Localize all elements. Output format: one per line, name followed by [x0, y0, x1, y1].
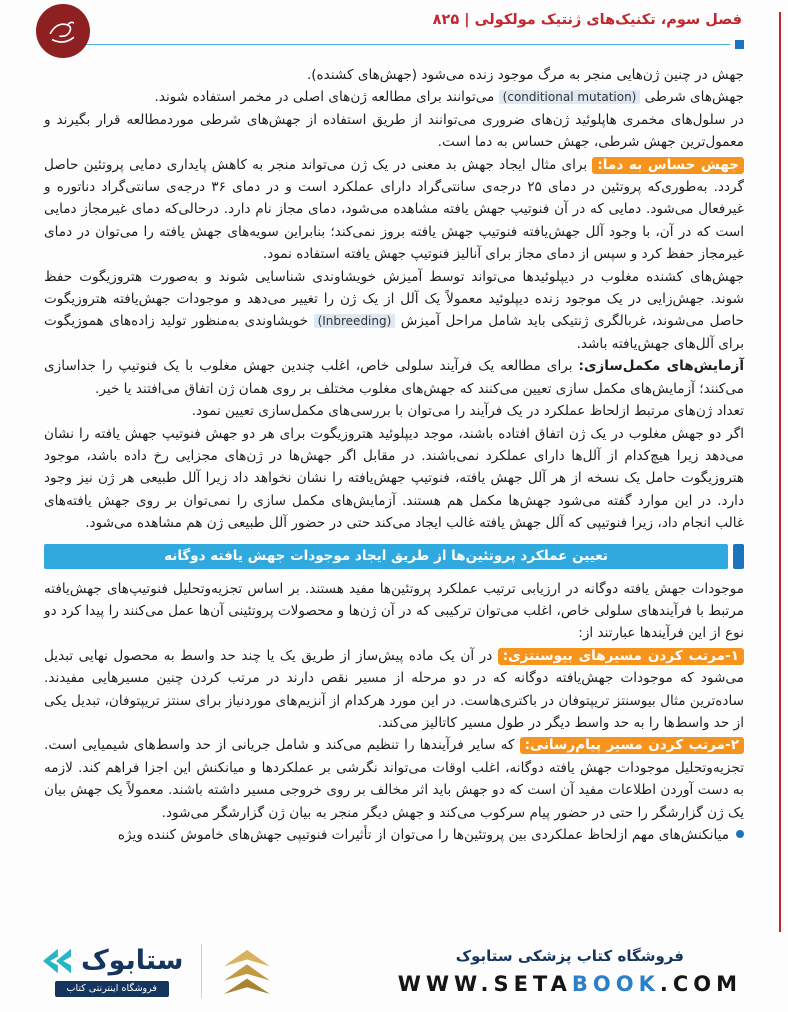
body-text: تعداد ژن‌های مرتبط ازلحاظ عملکرد در یک فرآیند را می‌توان با بررسی‌های مکمل‌سازی تعیین نمود. — [191, 403, 744, 420]
paragraph-complementation-detail — [44, 423, 744, 535]
paragraph-biosynthetic-pathways — [44, 645, 744, 735]
body-text: موجودات جهش یافته دوگانه در ارزیابی ترتیب عملکرد پروتئین‌ها مفید هستند. بر اساس تجزیه‌وتحلیل فنوتیپ‌های جهش‌یافته مرتبط با فرآیندهای سلولی خاص، اغلب می‌توان ترکیبی که در آن ژن‌ها و محصولات پروتئینی آن‌ها عمل می‌کنند را پیدا کرد دو نوع از این فرآیندها عبارتند از: — [44, 580, 744, 642]
english-term-highlight: (conditional mutation) — [499, 90, 641, 104]
inline-heading-highlight: جهش حساس به دما: — [592, 157, 744, 174]
url-left: WWW.SETA — [397, 971, 572, 996]
body-text: برای مطالعه یک فرآیند سلولی خاص، اغلب چندین جهش مغلوب با یک فنوتیپ را جداسازی می‌کنند؛ آزمایش‌های مکمل سازی تعیین می‌کنند که جهش‌های مغلوب مختلف بر روی همان ژن اتفاق می‌افتند یا خیر. — [44, 358, 744, 397]
body-text: اگر دو جهش مغلوب در یک ژن اتفاق افتاده باشند، موجد دیپلوئید هتروزیگوت برای هر دو جهش فنوتیپ جهش یافته را نشان می‌دهد زیرا هیچ‌کدام از آلل‌ها دارای عملکرد نمی‌باشند. در مقابل اگر جهش‌ها در ژن‌های مجزایی رخ داده باشد، موجود هتروزیگوت حامل یک نسخه از هر آلل جهش یافته، فنوتیپ جهش‌یافته را نشان نخواهد داد زیرا آلل طبیعی هر ژن نیز وجود دارد. در این موارد گفته می‌شود جهش‌ها مکمل هم هستند. آزمایش‌های مکمل سازی را نمی‌توان بر روی جهش یافته‌های غالب انجام داد، زیرا فنوتیپی که آلل جهش یافته غالب ایجاد می‌کند حتی در حضور آلل طبیعی ژن هم مشاهده می‌شود. — [44, 425, 744, 532]
section-heading — [44, 544, 728, 569]
publisher-seal-icon — [43, 11, 83, 51]
brand-name: ستابوک — [81, 944, 184, 976]
bullet-dot-icon — [736, 830, 744, 838]
body-text: در آن یک ماده پیش‌ساز از طریق یک یا چند حد واسط به محصول نهایی تبدیل می‌شود که موجودات جهش‌یافته دوگانه که در دو مرحله از مسیر نقص دارند در مرتب کردن چنین مسیرهایی مفیدند. ساده‌ترین مثال بیوسنتز تریپتوفان در باکتری‌هاست. در این مورد هرکدام از آنزیم‌های موردنیاز برای سنتز تریپتوفان، تبدیل یکی از حد واسط‌ها را به حد واسط دیگر در طول مسیر کاتالیز می‌کند. — [44, 647, 744, 731]
body-text: در سلول‌های مخمری هاپلوئید ژن‌های ضروری می‌توانند از طریق استفاده از جهش‌های شرطی موردمطالعه قرار بگیرند و معمول‌ترین جهش شرطی، جهش حساس به دما است. — [44, 111, 744, 151]
store-info-block — [398, 947, 742, 996]
url-right: .COM — [659, 971, 742, 996]
page-header — [0, 0, 788, 58]
page-footer — [40, 944, 742, 998]
paragraph-signaling-pathways — [44, 734, 744, 824]
brand-tagline: فروشگاه اینترنتی کتاب — [55, 981, 169, 997]
paragraph-haploid-yeast — [44, 109, 744, 154]
body-text: جهش در چنین ژن‌هایی منجر به مرگ موجود زنده می‌شود (جهش‌های کشنده). — [306, 67, 744, 83]
footer-divider — [201, 944, 202, 998]
paragraph-temperature-sensitive — [44, 154, 744, 266]
website-url — [398, 972, 742, 996]
banner-accent-tab — [733, 544, 744, 569]
inline-heading-highlight: ۲-مرتب کردن مسیر پیام‌رسانی: — [520, 737, 744, 754]
body-text: میانکنش‌های مهم ازلحاظ عملکردی بین پروتئین‌ها را می‌توان از تأثیرات فنوتیپی جهش‌های خاموش کننده ویژه — [117, 827, 729, 843]
body-text: که سایر فرآیندها را تنظیم می‌کند و شامل جریانی از حد واسط‌های شیمیایی است. تجزیه‌وتحلیل موجودات جهش یافته دوگانه، اغلب اوقات می‌تواند نگرشی بر عملکردها و میانکنش این اجزا فراهم کند. لازمه به دست آوردن اطلاعات مفید آن است که دو جهش باید اثر مخالف بر روی خروجی مسیر داشته باشند. معمولاً یک جهش بیان یک ژن گزارشگر را حتی در حضور پیام سرکوب می‌کند و جهش دیگر منجر به بیان ژن گزارشگر می‌شود. — [44, 737, 744, 821]
inline-heading-bold: آزمایش‌های مکمل‌سازی: — [578, 358, 745, 375]
page-body — [0, 58, 788, 934]
body-text: خویشاوندی به‌منظور تولید زاده‌های هموزیگوت برای آلل‌های جهش‌یافته باشد. — [44, 313, 744, 352]
body-text: می‌توانند برای مطالعه ژن‌های اصلی در مخمر استفاده شوند. — [154, 89, 499, 106]
page-edge-rule — [779, 12, 781, 932]
body-text: جهش‌های کشنده مغلوب در دیپلوئیدها می‌تواند توسط آمیزش خویشاوندی شناسایی شوند و به‌صورت هتروزیگوت حفظ شوند. جهش‌زایی در یک موجود زنده دیپلوئید معمولاً یک آلل از یک ژن را تغییر می‌دهد و موجودات جهش‌یافته هتروزیگوت حاصل می‌شوند، غربالگری ژنتیکی باید شامل مراحل آمیزش — [44, 268, 744, 330]
setabook-wordmark — [40, 946, 183, 976]
body-text: برای مثال ایجاد جهش بد معنی در یک ژن می‌تواند منجر به کاهش پایداری دمایی پروتئین حاصل گردد. به‌طوری‌که پروتئین در دمای ۲۵ درجه‌ی سانتی‌گراد دارای عملکرد است و در دمای ۳۶ درجه‌ی سانتی‌گراد دناتوره و غیرفعال می‌شود. دمایی که در آن فنوتیپ جهش یافته مشاهده می‌شود، دمای مجاز نام دارد. درحالی‌که دمای غیرمجاز دمایی است که در آن، با وجود آلل جهش‌یافته فنوتیپ جهش یافته بروز نمی‌کند؛ بنابراین سویه‌های جهش یافته را می‌توان در دمای غیرمجاز حفظ کرد و سپس از دمای مجاز برای آنالیز فنوتیپ جهش یافته استفاده نمود. — [44, 156, 744, 263]
setabook-logo-icon — [40, 947, 74, 975]
paragraph-conditional-mutations — [44, 86, 744, 108]
paragraph-recessive-lethal — [44, 266, 744, 356]
chapter-title: فصل سوم، تکنیک‌های ژنتیک مولکولی | ۸۲۵ — [432, 12, 742, 28]
store-title: فروشگاه کتاب پزشکی ستابوک — [455, 946, 684, 965]
header-divider-line — [48, 44, 730, 46]
paragraph-double-mutants-intro — [44, 578, 744, 645]
paragraph-complementation-tests — [44, 355, 744, 400]
bookstore-emblem-icon — [220, 948, 274, 994]
publisher-seal-logo — [36, 4, 90, 58]
url-highlight: BOOK — [571, 971, 660, 996]
header-accent-square — [735, 40, 744, 49]
setabook-brand-block — [40, 946, 183, 997]
section-heading-text: تعیین عملکرد پروتئین‌ها از طریق ایجاد موجودات جهش یافته دوگانه — [164, 547, 608, 564]
section-heading-banner — [44, 544, 744, 569]
english-term-highlight: (Inbreeding) — [314, 314, 396, 328]
inline-heading-highlight: ۱-مرتب کردن مسیرهای بیوسنتزی: — [498, 648, 744, 665]
header-divider — [48, 40, 744, 49]
bullet-item-interactions — [44, 824, 744, 846]
paragraph-gene-count — [44, 400, 744, 422]
body-text: جهش‌های شرطی — [640, 89, 744, 106]
paragraph-lethal-mutations — [44, 64, 744, 86]
